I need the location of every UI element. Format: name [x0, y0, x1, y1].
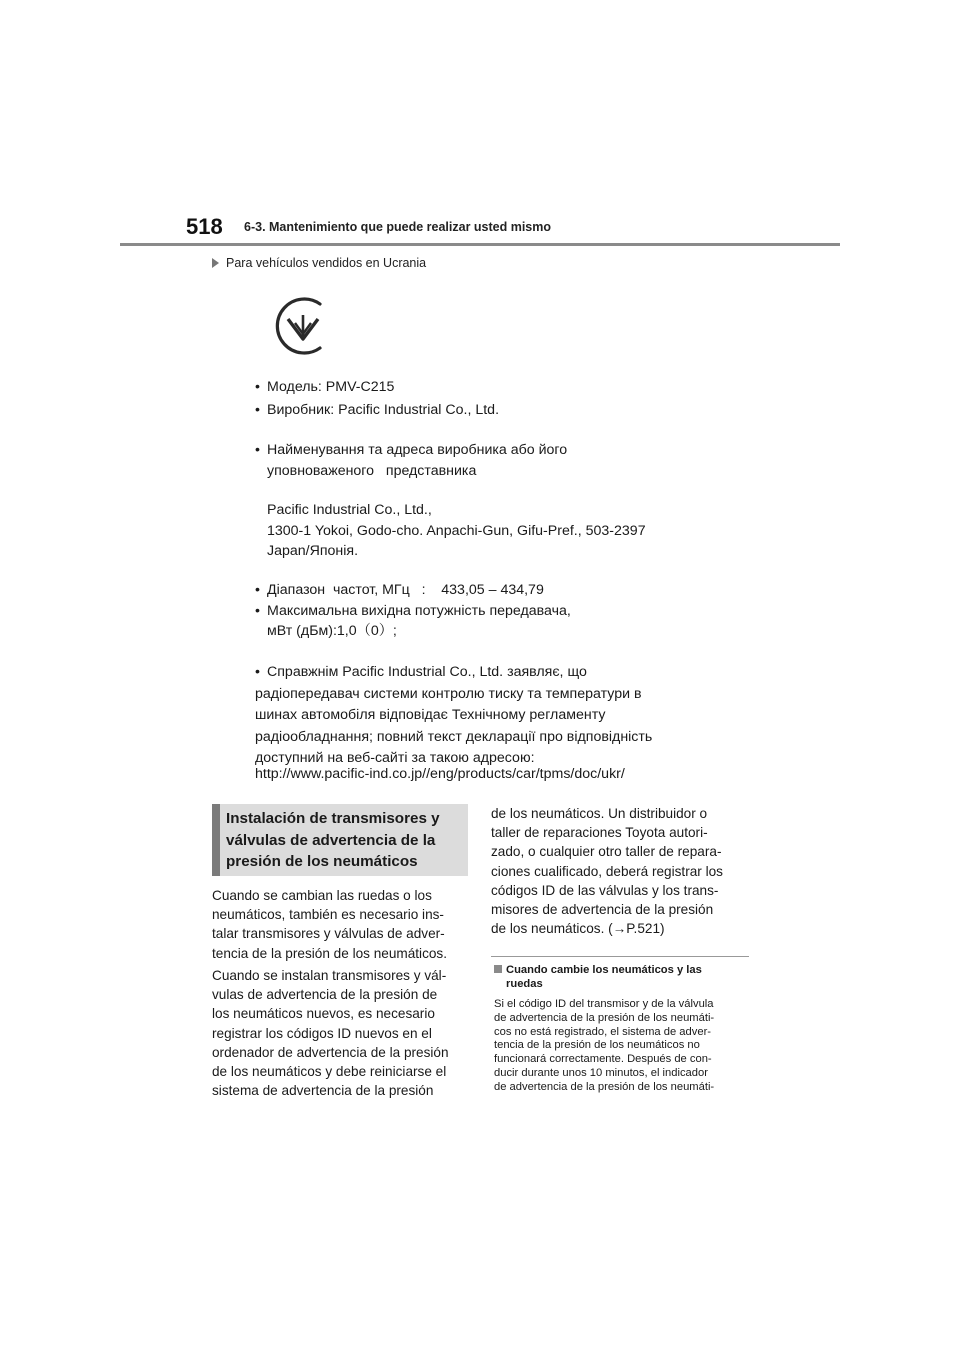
note-body: Si el código ID del transmisor y de la válvula de advertencia de la presión de los neumáti- cos no está registrado, el sistema de adver- tencia de la presión de los neumáticos no funcionará correctamente. Después de con- ducir durante unos 10 minutos, el indicador de advertencia de la presión de los neumáti-	[494, 998, 715, 1093]
representative-block: • Найменування та адреса виробника або його уповноваженого представника	[255, 442, 568, 479]
subheading	[212, 256, 426, 270]
frequency-power-block: • Діапазон частот, МГц : 433,05 – 434,79 • Максимальна вихідна потужність передавача, мВт (дБм):1,0（0）;	[255, 582, 571, 640]
left-paragraph-1: Cuando se cambian las ruedas o los neumáticos, también es necesario ins- talar transmisores y válvulas de adver- tencia de la presión de los neumáticos.	[212, 888, 448, 961]
section-heading-title: Instalación de transmisores y válvulas de advertencia de la presión de los neumáticos	[226, 810, 440, 870]
page-number: 518	[186, 214, 223, 239]
model-line: • Модель: PMV-C215	[255, 379, 395, 395]
manufacturer-line: • Виробник: Pacific Industrial Co., Ltd.	[255, 402, 500, 418]
header-divider	[120, 243, 840, 246]
note-divider	[491, 956, 749, 957]
left-paragraph-2: Cuando se instalan transmisores y vál- vulas de advertencia de la presión de los neumáticos nuevos, es necesario registrar los códigos ID nuevos en el ordenador de advertencia de la presión de los neumáticos y debe reiniciarse el sistema de advertencia de la presión	[212, 968, 449, 1099]
declaration-url-link[interactable]: http://www.pacific-ind.co.jp//eng/products/car/tpms/doc/ukr/	[255, 766, 625, 782]
manufacturer-address-block: Pacific Industrial Co., Ltd., 1300-1 Yokoi, Godo-cho. Anpachi-Gun, Gifu-Pref., 503-2397 Japan/Японія.	[267, 502, 646, 560]
ukraine-conformity-mark-icon	[272, 295, 334, 357]
declaration-block: • Справжнім Pacific Industrial Co., Ltd. заявляє, що радіопередавач системи контролю тиску та температури в шинах автомобіля відповідає Технічному регламенту радіообладнання; повний текст декларації про відповідність доступний на веб-сайті за такою адресою:	[255, 664, 653, 766]
square-bullet-icon	[494, 965, 502, 973]
header-section-title: 6-3. Mantenimiento que puede realizar usted mismo	[244, 220, 552, 234]
subheading-text: Para vehículos vendidos en Ucrania	[226, 256, 427, 270]
right-paragraph-1: de los neumáticos. Un distribuidor o taller de reparaciones Toyota autori- zado, o cualquier otro taller de repara- ciones cualificado, deberá registrar los códigos ID de las válvulas y los trans- misores de advertencia de la presión de los neumáticos. (→P.521)	[491, 806, 723, 937]
triangle-bullet-icon	[212, 258, 219, 268]
note-heading: Cuando cambie los neumáticos y las ruedas	[494, 963, 702, 991]
section-heading-bar	[212, 804, 220, 876]
